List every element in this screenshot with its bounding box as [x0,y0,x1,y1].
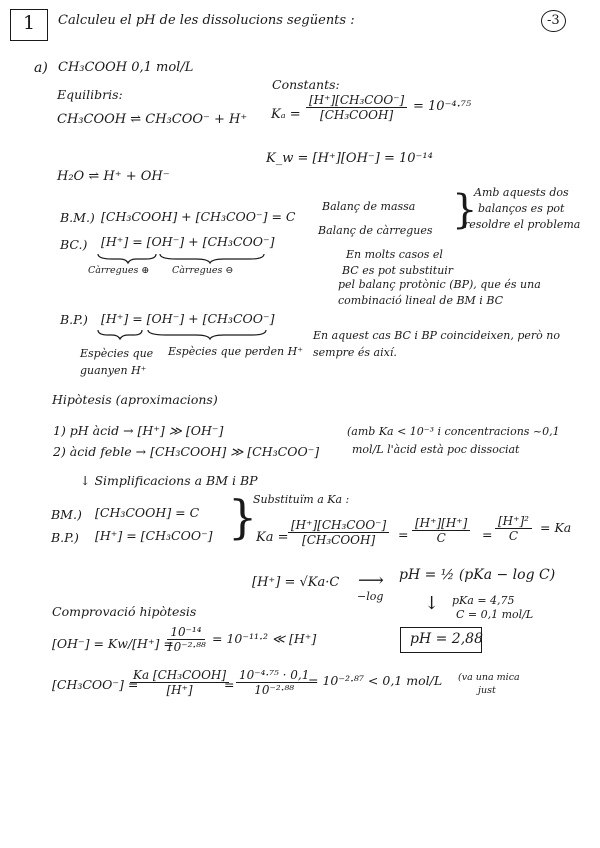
part-title: CH₃COOH 0,1 mol/L [58,60,194,75]
acetate-numerator-2: 10⁻⁴·⁷⁵ · 0,1 [236,668,312,683]
bp-note-1: En aquest cas BC i BP coincideixen, però no [313,329,560,342]
acetate-rhs: = 10⁻²·⁸⁷ < 0,1 mol/L [308,673,443,688]
simplifications: ↓ Simplificacions a BM i BP [80,473,258,488]
species-gain-2: guanyen H⁺ [80,364,147,377]
ka2-fraction-1-numerator: [H⁺][CH₃COO⁻] [288,518,389,533]
ka2-label: Ka = [256,530,289,545]
acetate-denominator-2: 10⁻²·⁸⁸ [254,683,295,697]
ph-result: pH = 2,88 [410,631,483,647]
bp-note-2: sempre és així. [313,346,397,359]
balance-brace: } [452,187,478,233]
bm-description: Balanç de massa [322,200,416,213]
bp-underbrace-right [148,330,266,339]
simplified-bm-label: BM.) [51,507,82,522]
oh-lhs: [OH⁻] = Kw/[H⁺] = [52,636,174,651]
c-value: C = 0,1 mol/L [456,608,534,621]
ka2-fraction-2-denominator: C [436,531,446,545]
simplified-bp-equation: [H⁺] = [CH₃COO⁻] [95,528,213,543]
acetate-note-1: (va una mica [458,672,520,683]
hypotheses-heading: Hipòtesis (aproximacions) [52,392,218,407]
minus-log: −log [357,590,384,603]
ka2-fraction-1-denominator: [CH₃COOH] [302,533,376,547]
charges-positive: Càrregues ⊕ [88,265,150,276]
constants-heading: Constants: [272,77,340,92]
kw-expression: K_w = [H⁺][OH⁻] = 10⁻¹⁴ [266,151,433,166]
substitute-heading: Substituïm a Ka : [253,493,350,506]
page-mark: -3 [541,10,566,32]
bc-note-2: BC es pot substituir [342,264,454,277]
oh-numerator: 10⁻¹⁴ [167,625,204,640]
charges-negative: Càrregues ⊖ [172,265,234,276]
problem-instruction: Calculeu el pH de les dissolucions següents : [58,13,355,28]
ka2-result: = Ka [540,520,572,535]
equilibrium-water: H₂O ⇌ H⁺ + OH⁻ [57,169,170,184]
ka-label: Kₐ = [271,107,301,122]
acetate-lhs: [CH₃COO⁻] = [52,677,139,692]
bc-note-1: En molts casos el [346,248,443,261]
pka-value: pKa = 4,75 [452,594,515,607]
bm-equation: [CH₃COOH] + [CH₃COO⁻] = C [101,209,296,224]
arrow-log: ⟶ [358,570,384,591]
hypothesis-2: 2) àcid feble → [CH₃COOH] ≫ [CH₃COO⁻] [53,444,320,459]
ka2-equals-a: = [398,527,409,542]
bc-underbrace-left [98,254,156,263]
hplus-sqrt: [H⁺] = √Ka·C [252,575,340,590]
acetate-numerator-1: Ka [CH₃COOH] [130,668,229,683]
simplified-bp-label: B.P.) [51,530,79,545]
ka-value: = 10⁻⁴·⁷⁵ [413,99,472,114]
acetate-denominator-1: [H⁺] [166,683,193,697]
equilibrium-acetic: CH₃COOH ⇌ CH₃COO⁻ + H⁺ [57,112,248,127]
bp-label: B.P.) [60,312,88,327]
bc-note-4: combinació lineal de BM i BC [338,294,504,307]
oh-denominator: 10⁻²·⁸⁸ [166,640,206,654]
bc-equation: [H⁺] = [OH⁻] + [CH₃COO⁻] [101,234,275,249]
bc-underbrace-right [160,254,264,263]
hypothesis-1: 1) pH àcid → [H⁺] ≫ [OH⁻] [53,423,224,438]
hypothesis-2-note-2: mol/L l'àcid està poc dissociat [352,443,520,456]
species-gain-1: Espècies que [80,347,154,360]
ka2-fraction-2-numerator: [H⁺][H⁺] [412,516,470,531]
ph-formula: pH = ½ (pKa − log C) [399,567,556,583]
bc-description: Balanç de càrregues [318,224,433,237]
balance-note-2: balanços es pot [478,202,565,215]
problem-number: 1 [23,12,36,34]
check-heading: Comprovació hipòtesis [52,604,197,619]
ka2-fraction-3-denominator: C [508,529,519,543]
hypothesis-2-note-1: (amb Ka < 10⁻³ i concentracions ~0,1 [347,425,560,438]
oh-rhs: = 10⁻¹¹·² ≪ [H⁺] [212,631,317,646]
acetate-note-2: just [478,685,496,696]
bp-underbrace-left [98,330,142,339]
balance-note-3: resoldre el problema [464,218,581,231]
ka2-equals-b: = [482,527,493,542]
bc-label: BC.) [60,237,88,252]
balance-note-1: Amb aquests dos [474,186,569,199]
part-label: a) [34,60,48,76]
bp-equation: [H⁺] = [OH⁻] + [CH₃COO⁻] [101,311,275,326]
simplified-bm-equation: [CH₃COOH] = C [95,505,200,520]
bm-label: B.M.) [60,210,95,225]
ka-numerator: [H⁺][CH₃COO⁻] [306,93,407,108]
equilibria-heading: Equilibris: [57,87,123,102]
ka2-fraction-3-numerator: [H⁺]² [495,514,532,529]
down-arrow: ↓ [424,593,440,614]
bc-note-3: pel balanç protònic (BP), que és una [338,278,541,291]
acetate-equals: = [224,677,235,692]
species-lose: Espècies que perden H⁺ [168,345,304,358]
ka-denominator: [CH₃COOH] [320,108,394,122]
simplified-brace: } [228,490,258,544]
